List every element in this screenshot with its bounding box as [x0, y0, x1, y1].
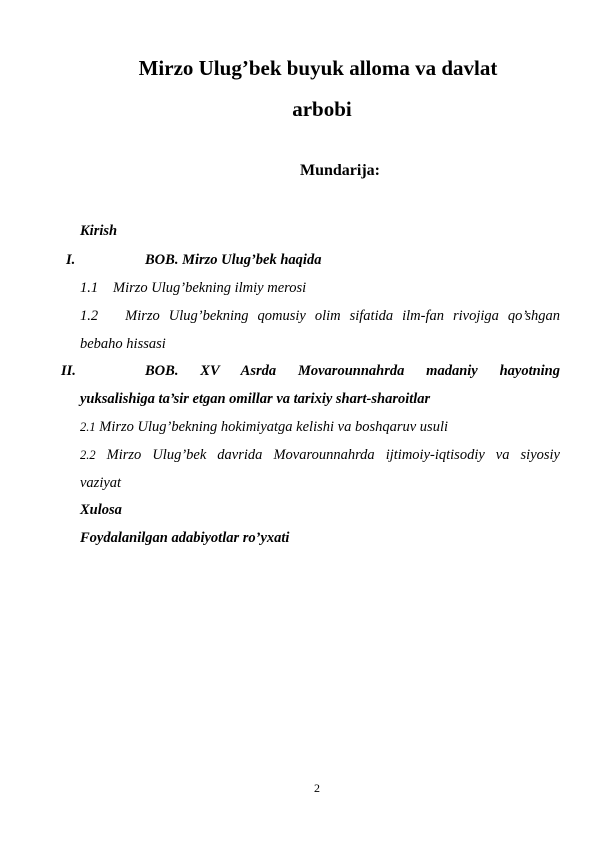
document-title-line-2: arbobi: [292, 97, 352, 121]
toc-section-2-2-title: Mirzo Ulug’bek davrida Movarounnahrda ijtimoiy-iqtisodiy va siyosiy: [106, 447, 560, 463]
toc-section-1-1-number: 1.1: [80, 280, 99, 296]
toc-chapter-2-word: BOB.: [145, 363, 179, 379]
toc-chapter-2-title-line-2: yuksalishiga ta’sir etgan omillar va tarixiy shart-sharoitlar: [80, 391, 431, 407]
toc-chapter-2-title-line-1: [145, 362, 560, 380]
toc-section-1-2-line-2: bebaho hissasi: [80, 336, 166, 352]
toc-chapter-1-numeral: I.: [66, 252, 76, 268]
toc-chapter-2-numeral: II.: [61, 363, 76, 379]
toc-chapter-2-word: madaniy: [426, 363, 478, 379]
toc-section-2-2-line-1: [80, 446, 560, 464]
toc-intro: Kirish: [80, 223, 118, 239]
toc-section-1-1-title: Mirzo Ulug’bekning ilmiy merosi: [113, 280, 307, 296]
toc-section-1-2-number: 1.2: [80, 308, 99, 324]
toc-section-2-1-title: Mirzo Ulug’bekning hokimiyatga kelishi va boshqaruv usuli: [99, 419, 449, 435]
toc-chapter-1-title: BOB. Mirzo Ulug’bek haqida: [145, 252, 322, 268]
toc-chapter-2-word: hayotning: [499, 363, 560, 379]
toc-section-2-2-line-2: vaziyat: [80, 475, 122, 491]
toc-conclusion: Xulosa: [80, 502, 122, 518]
toc-chapter-2-word: XV: [200, 363, 220, 379]
toc-references: Foydalanilgan adabiyotlar ro’yxati: [80, 530, 290, 546]
contents-heading: Mundarija:: [300, 162, 380, 179]
toc-section-2-2-number: 2.2: [80, 448, 96, 462]
document-title-line-1: Mirzo Ulug’bek buyuk alloma va davlat: [138, 56, 498, 80]
toc-section-1-2-line-1: [80, 307, 560, 325]
toc-chapter-2-word: Asrda: [240, 363, 277, 379]
toc-section-2-1-number: 2.1: [80, 420, 96, 434]
toc-section-2-1: [80, 418, 448, 436]
toc-section-1-2-title: Mirzo Ulug’bekning qomusiy olim sifatida ilm-fan rivojiga qo’shgan: [125, 308, 561, 324]
toc-chapter-2-word: Movarounnahrda: [297, 363, 405, 379]
page-number: 2: [314, 781, 320, 795]
